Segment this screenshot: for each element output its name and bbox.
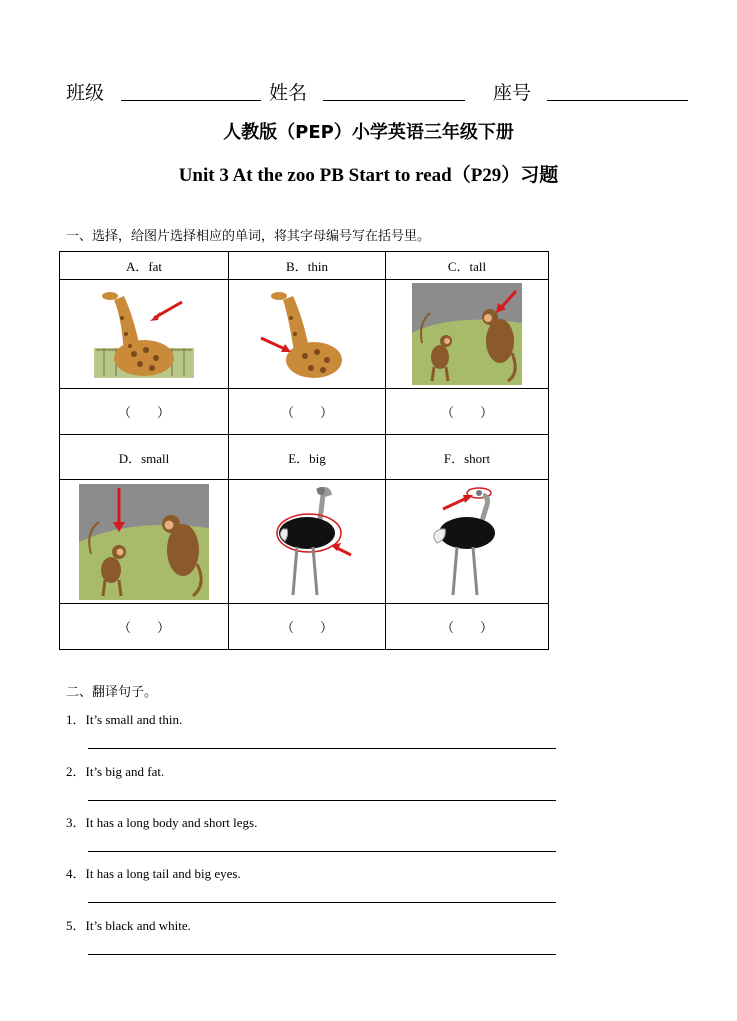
ostrich-short-picture xyxy=(386,480,549,604)
sentence-2: 2．It’s big and fat. xyxy=(66,764,165,779)
giraffe-icon xyxy=(94,288,194,380)
translation-line-2[interactable] xyxy=(88,800,556,801)
answer-blank-f[interactable]: （ ） xyxy=(386,604,549,650)
option-a-label: A．fat xyxy=(60,252,229,280)
ostrich-big-picture xyxy=(229,480,386,604)
section2-heading: 二、翻译句子。 xyxy=(66,685,158,700)
name-field[interactable] xyxy=(323,100,465,101)
ostrich-icon xyxy=(417,483,517,601)
worksheet-title: 人教版（PEP）小学英语三年级下册 xyxy=(223,122,514,143)
giraffe-thin-picture xyxy=(229,280,386,389)
name-label: 姓名 xyxy=(269,82,308,104)
answer-blank-d[interactable]: （ ） xyxy=(60,604,229,650)
student-info-line xyxy=(66,76,696,106)
picture-match-table xyxy=(59,251,549,650)
answer-blank-b[interactable]: （ ） xyxy=(229,389,386,435)
giraffe-fat-picture xyxy=(60,280,229,389)
option-c-label: C．tall xyxy=(386,252,549,280)
sentence-4: 4．It has a long tail and big eyes. xyxy=(66,866,241,881)
seat-field[interactable] xyxy=(547,100,688,101)
sentence-3: 3．It has a long body and short legs. xyxy=(66,815,258,830)
answer-blank-c[interactable]: （ ） xyxy=(386,389,549,435)
sentence-1: 1．It’s small and thin. xyxy=(66,712,183,727)
option-d-label: D．small xyxy=(60,435,229,480)
seat-label: 座号 xyxy=(493,82,532,104)
section1-heading: 一、选择，给图片选择相应的单词，将其字母编号写在括号里。 xyxy=(66,229,431,244)
monkeys-tall-picture xyxy=(386,280,549,389)
option-b-label: B．thin xyxy=(229,252,386,280)
class-label: 班级 xyxy=(66,82,105,104)
option-e-label: E．big xyxy=(229,435,386,480)
sentence-5: 5．It’s black and white. xyxy=(66,918,191,933)
translation-line-3[interactable] xyxy=(88,851,556,852)
translation-line-1[interactable] xyxy=(88,748,556,749)
answer-blank-a[interactable]: （ ） xyxy=(60,389,229,435)
answer-blank-e[interactable]: （ ） xyxy=(229,604,386,650)
worksheet-subtitle: Unit 3 At the zoo PB Start to read（P29）习题 xyxy=(178,165,559,186)
monkey-icon xyxy=(79,484,209,600)
giraffe-icon xyxy=(259,288,355,380)
monkey-icon xyxy=(412,283,522,385)
option-f-label: F．short xyxy=(386,435,549,480)
ostrich-icon xyxy=(257,483,357,601)
translation-line-4[interactable] xyxy=(88,902,556,903)
monkeys-small-picture xyxy=(60,480,229,604)
class-field[interactable] xyxy=(121,100,261,101)
translation-line-5[interactable] xyxy=(88,954,556,955)
